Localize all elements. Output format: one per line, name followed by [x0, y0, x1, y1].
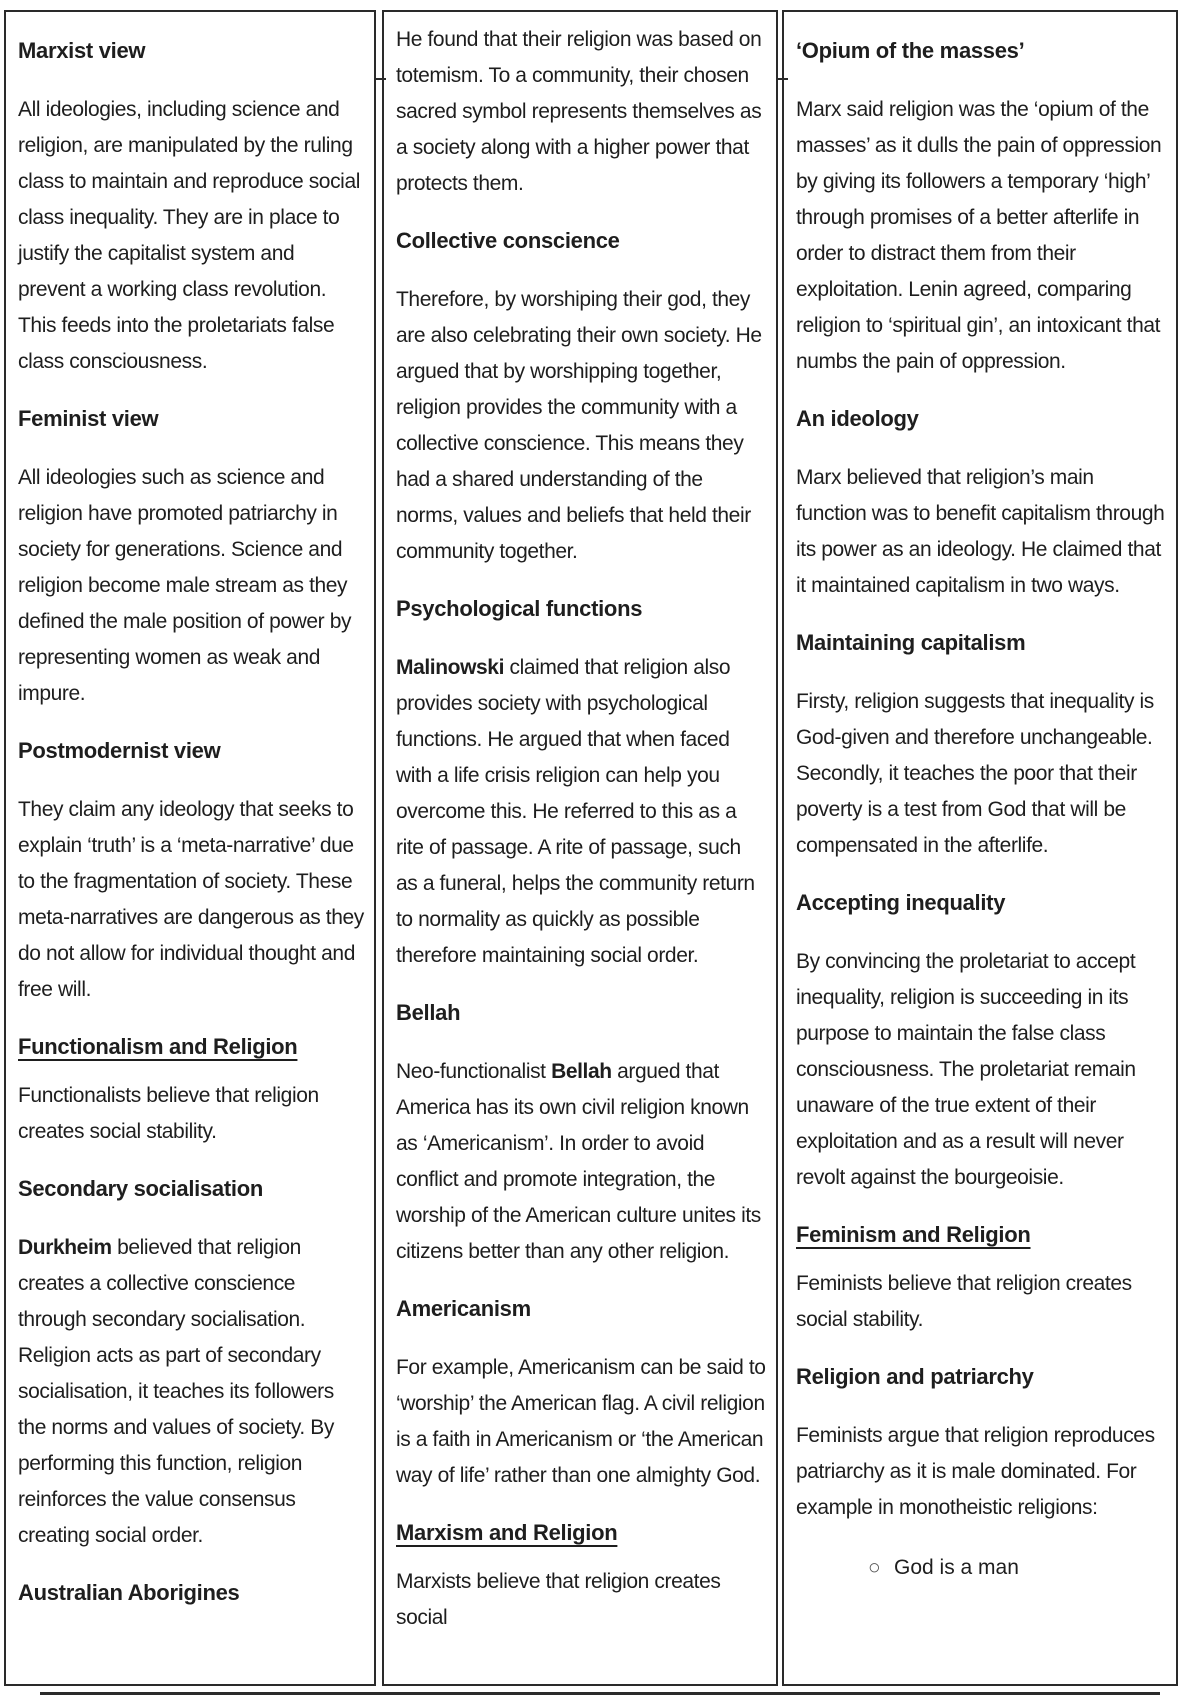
subheading: ‘Opium of the masses’ — [796, 38, 1025, 63]
column-right — [782, 10, 1178, 1686]
section-title: Marxism and Religion — [396, 1520, 618, 1545]
paragraph-text: claimed that religion also provides society with psychological functions. He argued that when faced with a life crisis religion can help you overcome this. He referred to this as a rite of passage. A rite of passage, such as a funeral, helps the community return to normality as quickly as possible therefore maintaining social order. — [396, 656, 755, 967]
paragraph-text: Marx said religion was the ‘opium of the masses’ as it dulls the pain of oppression by giving its followers a temporary ‘high’ through promises of a better afterlife in order to distract them from their exploitation. Lenin agreed, comparing religion to ‘spiritual gin’, an intoxicant that numbs the pain of oppression. — [796, 98, 1162, 373]
bottom-rule — [40, 1692, 1160, 1695]
paragraph — [796, 92, 1166, 380]
subheading: Marxist view — [18, 38, 146, 63]
paragraph-text: They claim any ideology that seeks to explain ‘truth’ is a ‘meta-narrative’ due to the fragmentation of society. These meta-narratives are dangerous as they do not allow for individual thought and free will. — [18, 798, 364, 1001]
column-connector-right — [778, 78, 788, 80]
paragraph — [396, 650, 766, 974]
paragraph — [18, 1230, 364, 1554]
subheading: Postmodernist view — [18, 738, 221, 763]
paragraph — [396, 1054, 766, 1270]
paragraph-text: All ideologies, including science and religion, are manipulated by the ruling class to maintain and reproduce social class inequality. They are in place to justify the capitalist system and prevent a working class revolution. This feeds into the proletariats false class consciousness. — [18, 98, 360, 373]
paragraph-text: Marx believed that religion’s main function was to benefit capitalism through its power as an ideology. He claimed that it maintained capitalism in two ways. — [796, 466, 1165, 597]
bullet-text: God is a man — [894, 1556, 1019, 1579]
paragraph — [396, 1564, 766, 1636]
key-name: Durkheim — [18, 1236, 112, 1259]
paragraph-text: Marxists believe that religion creates social — [396, 1570, 721, 1629]
paragraph-text: For example, Americanism can be said to ‘worship’ the American flag. A civil religion is a faith in Americanism or ‘the American way of life’ rather than one almighty God. — [396, 1356, 766, 1487]
paragraph — [796, 460, 1166, 604]
paragraph — [796, 944, 1166, 1196]
paragraph-text: He found that their religion was based on totemism. To a community, their chosen sacred symbol represents themselves as a society along with a higher power that protects them. — [396, 28, 762, 195]
paragraph — [396, 282, 766, 570]
paragraph-text: Feminists believe that religion creates social stability. — [796, 1272, 1132, 1331]
paragraph-prefix: Neo-functionalist — [396, 1060, 552, 1083]
paragraph — [18, 92, 364, 380]
paragraph-text: Functionalists believe that religion creates social stability. — [18, 1084, 319, 1143]
subheading: Secondary socialisation — [18, 1176, 263, 1201]
paragraph-text: Firsty, religion suggests that inequality is God-given and therefore unchangeable. Secondly, it teaches the poor that their poverty is a test from God that will be compensated in the afterlife. — [796, 690, 1154, 857]
section-title: Functionalism and Religion — [18, 1034, 298, 1059]
key-name: Malinowski — [396, 656, 505, 679]
paragraph-text: By convincing the proletariat to accept inequality, religion is succeeding in its purpose to maintain the false class consciousness. The proletariat remain unaware of the true extent of their exploitation and as a result will never revolt against the bourgeoisie. — [796, 950, 1136, 1189]
paragraph-text: argued that America has its own civil religion known as ‘Americanism’. In order to avoid conflict and promote integration, the worship of the American culture unites its citizens better than any other religion. — [396, 1060, 761, 1263]
subheading: Collective conscience — [396, 228, 620, 253]
paragraph — [18, 792, 364, 1008]
column-middle — [382, 10, 778, 1686]
bullet-item — [796, 1550, 1166, 1586]
column-left — [4, 10, 376, 1686]
paragraph — [796, 684, 1166, 864]
paragraph-text: believed that religion creates a collective conscience through secondary socialisation. Religion acts as part of secondary socialisation, it teaches its followers the norms and values of society. By performing this function, religion reinforces the value consensus creating social order. — [18, 1236, 334, 1547]
paragraph — [396, 22, 766, 202]
paragraph — [796, 1418, 1166, 1526]
subheading: Americanism — [396, 1296, 531, 1321]
paragraph-text: Feminists argue that religion reproduces patriarchy as it is male dominated. For example in monotheistic religions: — [796, 1424, 1155, 1519]
subheading: Feminist view — [18, 406, 159, 431]
paragraph — [396, 1350, 766, 1494]
paragraph-text: All ideologies such as science and religion have promoted patriarchy in society for generations. Science and religion become male stream as they defined the male position of power by representing women as weak and impure. — [18, 466, 352, 705]
column-connector-left — [376, 78, 386, 80]
paragraph-text: Therefore, by worshiping their god, they are also celebrating their own society. He argued that by worshipping together, religion provides the community with a collective conscience. This means they had a shared understanding of the norms, values and beliefs that held their community together. — [396, 288, 762, 563]
subheading: Accepting inequality — [796, 890, 1006, 915]
key-name: Bellah — [551, 1060, 612, 1083]
subheading: An ideology — [796, 406, 919, 431]
paragraph — [18, 1078, 364, 1150]
subheading: Maintaining capitalism — [796, 630, 1026, 655]
subheading: Religion and patriarchy — [796, 1364, 1034, 1389]
subheading: Bellah — [396, 1000, 461, 1025]
subheading: Australian Aborigines — [18, 1580, 240, 1605]
subheading: Psychological functions — [396, 596, 643, 621]
bullet-circle-icon: ○ — [868, 1556, 881, 1579]
section-title: Feminism and Religion — [796, 1222, 1031, 1247]
paragraph — [796, 1266, 1166, 1338]
paragraph — [18, 460, 364, 712]
